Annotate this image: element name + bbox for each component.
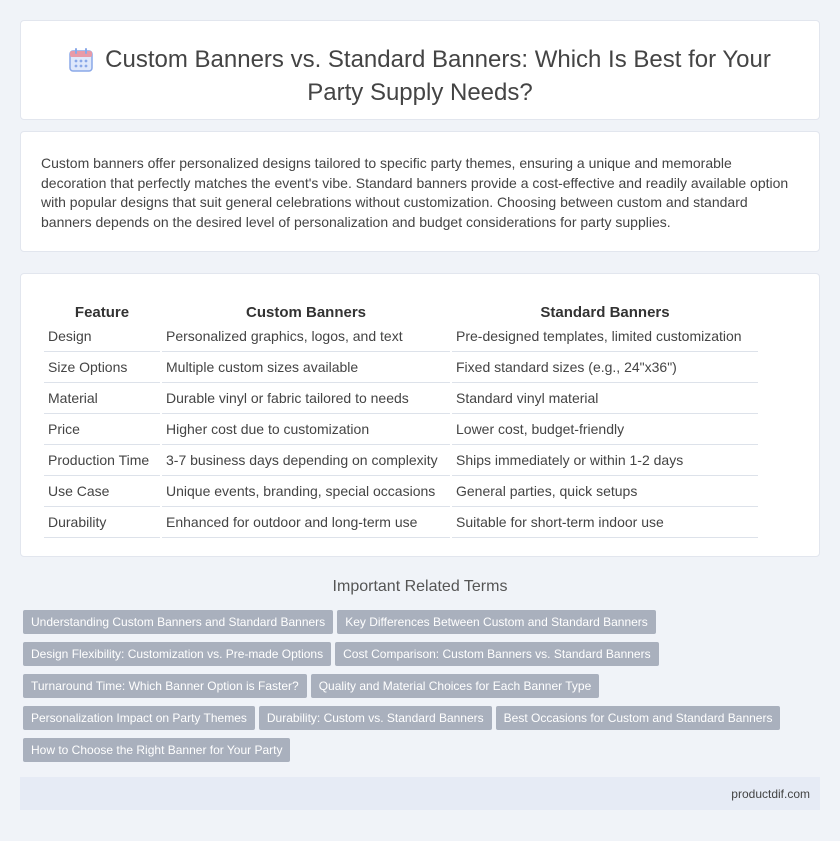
table-row: [44, 352, 758, 383]
table-cell: Personalized graphics, logos, and text: [162, 321, 450, 352]
table-cell: Higher cost due to customization: [162, 414, 450, 445]
table-cell: Fixed standard sizes (e.g., 24"x36"): [452, 352, 758, 383]
related-term-tag[interactable]: Turnaround Time: Which Banner Option is Faster?: [23, 674, 307, 698]
table-row: [44, 476, 758, 507]
related-term-tag[interactable]: Durability: Custom vs. Standard Banners: [259, 706, 492, 730]
related-term-tag[interactable]: Best Occasions for Custom and Standard Banners: [496, 706, 781, 730]
column-header-custom: Custom Banners: [245, 304, 367, 321]
table-cell: Durable vinyl or fabric tailored to needs: [162, 383, 450, 414]
title-wrap: [61, 45, 779, 108]
related-term-tag[interactable]: How to Choose the Right Banner for Your Party: [23, 738, 290, 762]
comparison-table-card: [20, 273, 820, 557]
related-terms-list: [23, 610, 803, 770]
table-row: [44, 383, 758, 414]
table-cell: Design: [44, 321, 160, 352]
calendar-icon: [69, 47, 93, 78]
table-cell: Enhanced for outdoor and long-term use: [162, 507, 450, 538]
comparison-table: [42, 295, 760, 538]
table-cell: 3-7 business days depending on complexity: [162, 445, 450, 476]
related-term-tag[interactable]: Cost Comparison: Custom Banners vs. Standard Banners: [335, 642, 658, 666]
related-term-tag[interactable]: Personalization Impact on Party Themes: [23, 706, 255, 730]
related-term-tag[interactable]: Key Differences Between Custom and Standard Banners: [337, 610, 656, 634]
table-cell: Durability: [44, 507, 160, 538]
table-cell: Lower cost, budget-friendly: [452, 414, 758, 445]
table-cell: Multiple custom sizes available: [162, 352, 450, 383]
column-header-standard: Standard Banners: [540, 304, 670, 321]
page-title: Custom Banners vs. Standard Banners: Which Is Best for Your Party Supply Needs?: [105, 46, 771, 106]
table-cell: Material: [44, 383, 160, 414]
table-cell: Production Time: [44, 445, 160, 476]
table-row: [44, 321, 758, 352]
table-cell: Ships immediately or within 1-2 days: [452, 445, 758, 476]
column-header-feature: Feature: [74, 304, 130, 321]
table-header-row: [44, 295, 758, 321]
related-term-tag[interactable]: Quality and Material Choices for Each Banner Type: [311, 674, 600, 698]
table-cell: Pre-designed templates, limited customization: [452, 321, 758, 352]
intro-paragraph: Custom banners offer personalized designs tailored to specific party themes, ensuring a unique and memorable decoration that perfectly matches the event's vibe. Standard banners provide a cost-effective and readily available option with popular designs that suit general celebrations without customization. Choosing between custom and standard banners depends on the desired level of personalization and budget considerations for party supplies.: [41, 155, 789, 230]
table-cell: Price: [44, 414, 160, 445]
table-row: [44, 507, 758, 538]
table-cell: Standard vinyl material: [452, 383, 758, 414]
table-cell: Suitable for short-term indoor use: [452, 507, 758, 538]
related-term-tag[interactable]: Understanding Custom Banners and Standard Banners: [23, 610, 333, 634]
footer-site-name[interactable]: productdif.com: [731, 787, 810, 801]
table-cell: Size Options: [44, 352, 160, 383]
table-cell: Use Case: [44, 476, 160, 507]
table-cell: General parties, quick setups: [452, 476, 758, 507]
table-row: [44, 445, 758, 476]
footer: [20, 777, 820, 810]
table-cell: Unique events, branding, special occasions: [162, 476, 450, 507]
related-terms-heading: Important Related Terms: [332, 578, 508, 595]
related-term-tag[interactable]: Design Flexibility: Customization vs. Pre-made Options: [23, 642, 331, 666]
table-row: [44, 414, 758, 445]
header-card: [20, 20, 820, 120]
intro-card: [20, 131, 820, 252]
